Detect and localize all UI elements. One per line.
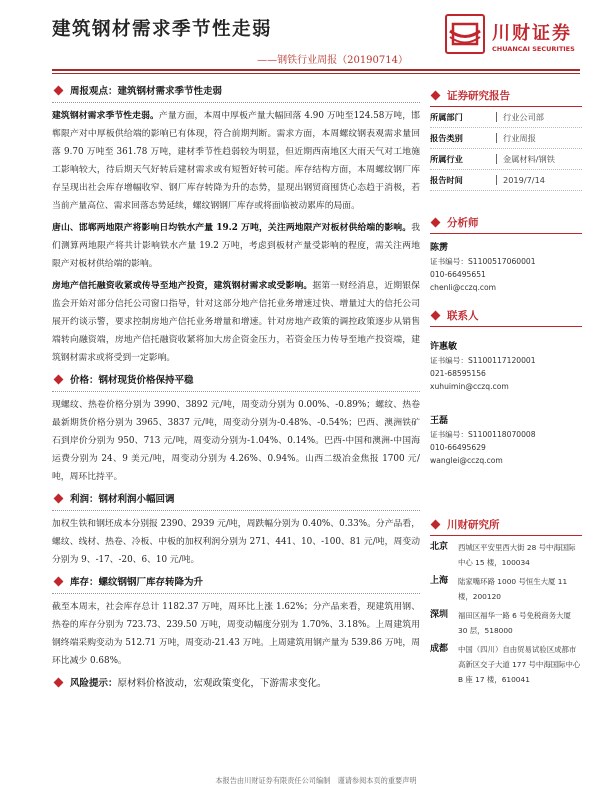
profit-heading xyxy=(52,491,420,505)
office-entry xyxy=(430,574,582,604)
header-divider xyxy=(52,69,580,71)
inventory-heading-prefix: 库存： xyxy=(70,577,99,588)
office-address: 西城区平安里西大街 28 号中海国际中心 15 楼，100034 xyxy=(458,543,576,567)
info-key: 所属行业 xyxy=(430,154,463,164)
paragraph-real-estate xyxy=(52,277,420,367)
office-entry xyxy=(430,608,582,638)
logo-name: 川财证券 xyxy=(492,23,572,44)
office-city: 成都 xyxy=(430,644,449,654)
analyst-phone: 010-66495651 xyxy=(430,270,486,279)
info-value: 2019/7/14 xyxy=(496,175,545,185)
section-diamond-icon xyxy=(431,520,441,530)
weekly-view-heading xyxy=(52,83,420,97)
sidebar-divider xyxy=(430,233,582,234)
info-value: 行业公司部 xyxy=(496,112,544,122)
header-divider-thin xyxy=(52,73,580,74)
sidebar xyxy=(430,78,582,687)
analyst-card xyxy=(430,242,582,294)
contact-title: 联系人 xyxy=(447,310,479,322)
analyst-name: 陈雳 xyxy=(430,243,449,253)
office-city: 北京 xyxy=(430,542,449,552)
contact-email[interactable]: xuhuimin@cczq.com xyxy=(430,382,509,391)
info-value: 金属材料/钢铁 xyxy=(496,154,555,164)
office-entry xyxy=(430,540,582,570)
company-logo xyxy=(445,14,580,64)
paragraph-demand-body: 产量方面，本周中厚板产量大幅回落 4.90 万吨至124.58万吨，邯郸限产对中厚板供给端的影响已有体现，符合前期判断。需求方面，本周螺纹钢表观需求量回落 9.70 万吨至 361.78 万吨，建材季节性趋弱较为明显，但近期西南地区大雨天气对工地施工影响较大，待后期天气好转后建材需求或有短暂好转可能。库存结构方面，本周螺纹钢厂库存呈现出社会库存增幅收窄、钢厂库存转降为升的态势，显现出钢贸商囤货心态趋于消极，若当前产量高位、需求回落态势延续，螺纹钢钢厂库存或将面临被动累库的局面。 xyxy=(52,111,420,211)
profit-heading-prefix: 利润： xyxy=(70,494,99,505)
page-footer: 本报告由川财证券有限责任公司编制 谨请参阅本页的重要声明 xyxy=(215,776,417,785)
info-value: 行业周报 xyxy=(496,133,536,143)
info-key: 报告时间 xyxy=(430,175,463,185)
paragraph-demand xyxy=(52,107,420,215)
section-diamond-icon xyxy=(54,576,64,586)
sidebar-divider xyxy=(430,326,582,327)
contact-cert: 证书编号：S1100118070008 xyxy=(430,430,536,439)
info-row xyxy=(430,107,582,128)
sidebar-report-heading xyxy=(430,88,582,103)
contact-name: 许惠敏 xyxy=(430,342,458,352)
section-diamond-icon xyxy=(54,677,64,687)
risk-heading xyxy=(52,675,420,689)
paragraph-production-lead: 唐山、邯郸两地限产将影响日均铁水产量 19.2 万吨，关注两地限产对板材供给端的影响。 xyxy=(52,223,412,233)
risk-text: 原材料价格波动，宏观政策变化，下游需求变化。 xyxy=(117,678,327,689)
section-diamond-icon xyxy=(54,374,64,384)
paragraph-demand-lead: 建筑钢材需求季节性走弱。 xyxy=(52,111,159,121)
analyst-cert: 证书编号：S1100517060001 xyxy=(430,257,536,266)
price-heading-title: 钢材现货价格保持平稳 xyxy=(98,375,194,386)
contact-phone: 010-66495629 xyxy=(430,443,486,452)
report-title: 建筑钢材需求季节性走弱 xyxy=(52,19,273,40)
paragraph-real-estate-body: 据第一财经消息，近期银保监会开始对部分信托公司窗口指导，针对这部分地产信托业务增速过快、增量过大的信托公司展开约谈示警，要求控制房地产信托业务增量和增速。针对房地产政策的调控政策逐步从销售端转向融资端，房地产信托融资收紧将加大房企资金压力，若资金压力传导至地产投资端，建筑钢材需求或将受到一定影响。 xyxy=(52,281,420,363)
logo-mark xyxy=(445,14,485,54)
inventory-heading-title: 螺纹钢钢厂库存转降为升 xyxy=(98,577,204,588)
weekly-view-prefix: 周报观点： xyxy=(70,86,118,97)
info-key: 报告类别 xyxy=(430,133,463,143)
info-row xyxy=(430,170,582,191)
logo-symbol-icon xyxy=(447,16,483,52)
price-heading xyxy=(52,372,420,386)
section-divider xyxy=(52,102,420,103)
research-heading xyxy=(430,517,582,532)
paragraph-price: 现螺纹、热卷价格分别为 3990、3892 元/吨，周变动分别为 0.00%、-0.89%；螺纹、热卷最新期货价格分别为 3965、3837 元/吨，周变动分别为-0.48%、-0.54%；巴西、澳洲铁矿石到岸价分别为 950、713 元/吨，周变动分别为-1.04%、0.14%。巴西-中国和澳洲-中国海运费分别为 24、9 美元/吨，周变动分别为 4.26%、0.94%。山西二级冶金焦报 1700 元/吨，周环比持平。 xyxy=(52,400,420,482)
paragraph-production-body: 我们测算两地限产将共计影响铁水产量 19.2 万吨，考虑到板材产量受影响的程度，需关注两地限产对板材供给端的影响。 xyxy=(52,223,420,269)
section-divider xyxy=(52,593,420,594)
price-heading-prefix: 价格： xyxy=(70,375,99,386)
section-diamond-icon xyxy=(54,493,64,503)
section-divider xyxy=(52,391,420,392)
office-city: 上海 xyxy=(430,576,449,586)
report-subtitle: ——钢铁行业周报（20190714） xyxy=(257,55,408,66)
research-title: 川财研究所 xyxy=(447,519,500,531)
logo-english-name: CHUANCAI SECURITIES xyxy=(492,45,575,53)
profit-heading-title: 钢材利润小幅回调 xyxy=(98,494,175,505)
analyst-email[interactable]: chenli@cczq.com xyxy=(430,283,497,292)
office-address: 福田区福华一路 6 号免税商务大厦 30 层，518000 xyxy=(458,611,571,635)
section-diamond-icon xyxy=(431,91,441,101)
info-row xyxy=(430,149,582,170)
section-diamond-icon xyxy=(431,311,441,321)
office-entry xyxy=(430,642,582,687)
section-diamond-icon xyxy=(54,85,64,95)
paragraph-inventory: 截至本周末，社会库存总计 1182.37 万吨，周环比上涨 1.62%；分产品来看，现建筑用钢、热卷的库存分别为 723.73、239.50 万吨，周变动幅度分别为 1.70%、3.18%。上周建筑用钢终端采购变动为 512.71 万吨，周变动-21.43 万吨。上周建筑用钢产量为 539.86 万吨，周环比减少 0.68%。 xyxy=(52,602,420,666)
analyst-title: 分析师 xyxy=(447,217,479,229)
section-divider xyxy=(52,510,420,511)
main-content xyxy=(52,78,420,689)
contact-heading xyxy=(430,308,582,323)
analyst-heading xyxy=(430,215,582,230)
contact-name: 王磊 xyxy=(430,416,449,426)
contact-card xyxy=(430,341,582,393)
office-city: 深圳 xyxy=(430,610,449,620)
office-address: 陆家嘴环路 1000 号恒生大厦 11 楼，200120 xyxy=(458,577,568,601)
risk-heading-prefix: 风险提示： xyxy=(70,678,118,689)
paragraph-production-limit xyxy=(52,219,420,273)
contact-phone: 021-68595156 xyxy=(430,369,486,378)
info-row xyxy=(430,128,582,149)
inventory-heading xyxy=(52,574,420,588)
contact-card xyxy=(430,415,582,467)
paragraph-real-estate-lead: 房地产信托融资收紧或传导至地产投资，建筑钢材需求或受影响。 xyxy=(52,281,313,291)
contact-cert: 证书编号：S1100117120001 xyxy=(430,356,536,365)
weekly-view-title: 建筑钢材需求季节性走弱 xyxy=(117,86,223,97)
report-info-table xyxy=(430,107,582,191)
paragraph-profit: 加权生铁和钢坯成本分别报 2390、2939 元/吨，周跌幅分别为 0.40%、0.33%。分产品看，螺纹、线材、热卷、冷板、中板的加权利润分别为 271、441、10、-100、81 元/吨，周变动分别为 9、-17、-20、6、10 元/吨。 xyxy=(52,519,420,565)
sidebar-divider xyxy=(430,535,582,536)
contact-email[interactable]: wanglei@cczq.com xyxy=(430,456,503,465)
office-address: 中国（四川）自由贸易试验区成都市高新区交子大道 177 号中海国际中心 B 座 17 楼，610041 xyxy=(458,645,581,684)
sidebar-report-title: 证券研究报告 xyxy=(447,90,510,102)
info-key: 所属部门 xyxy=(430,112,463,122)
section-diamond-icon xyxy=(431,218,441,228)
